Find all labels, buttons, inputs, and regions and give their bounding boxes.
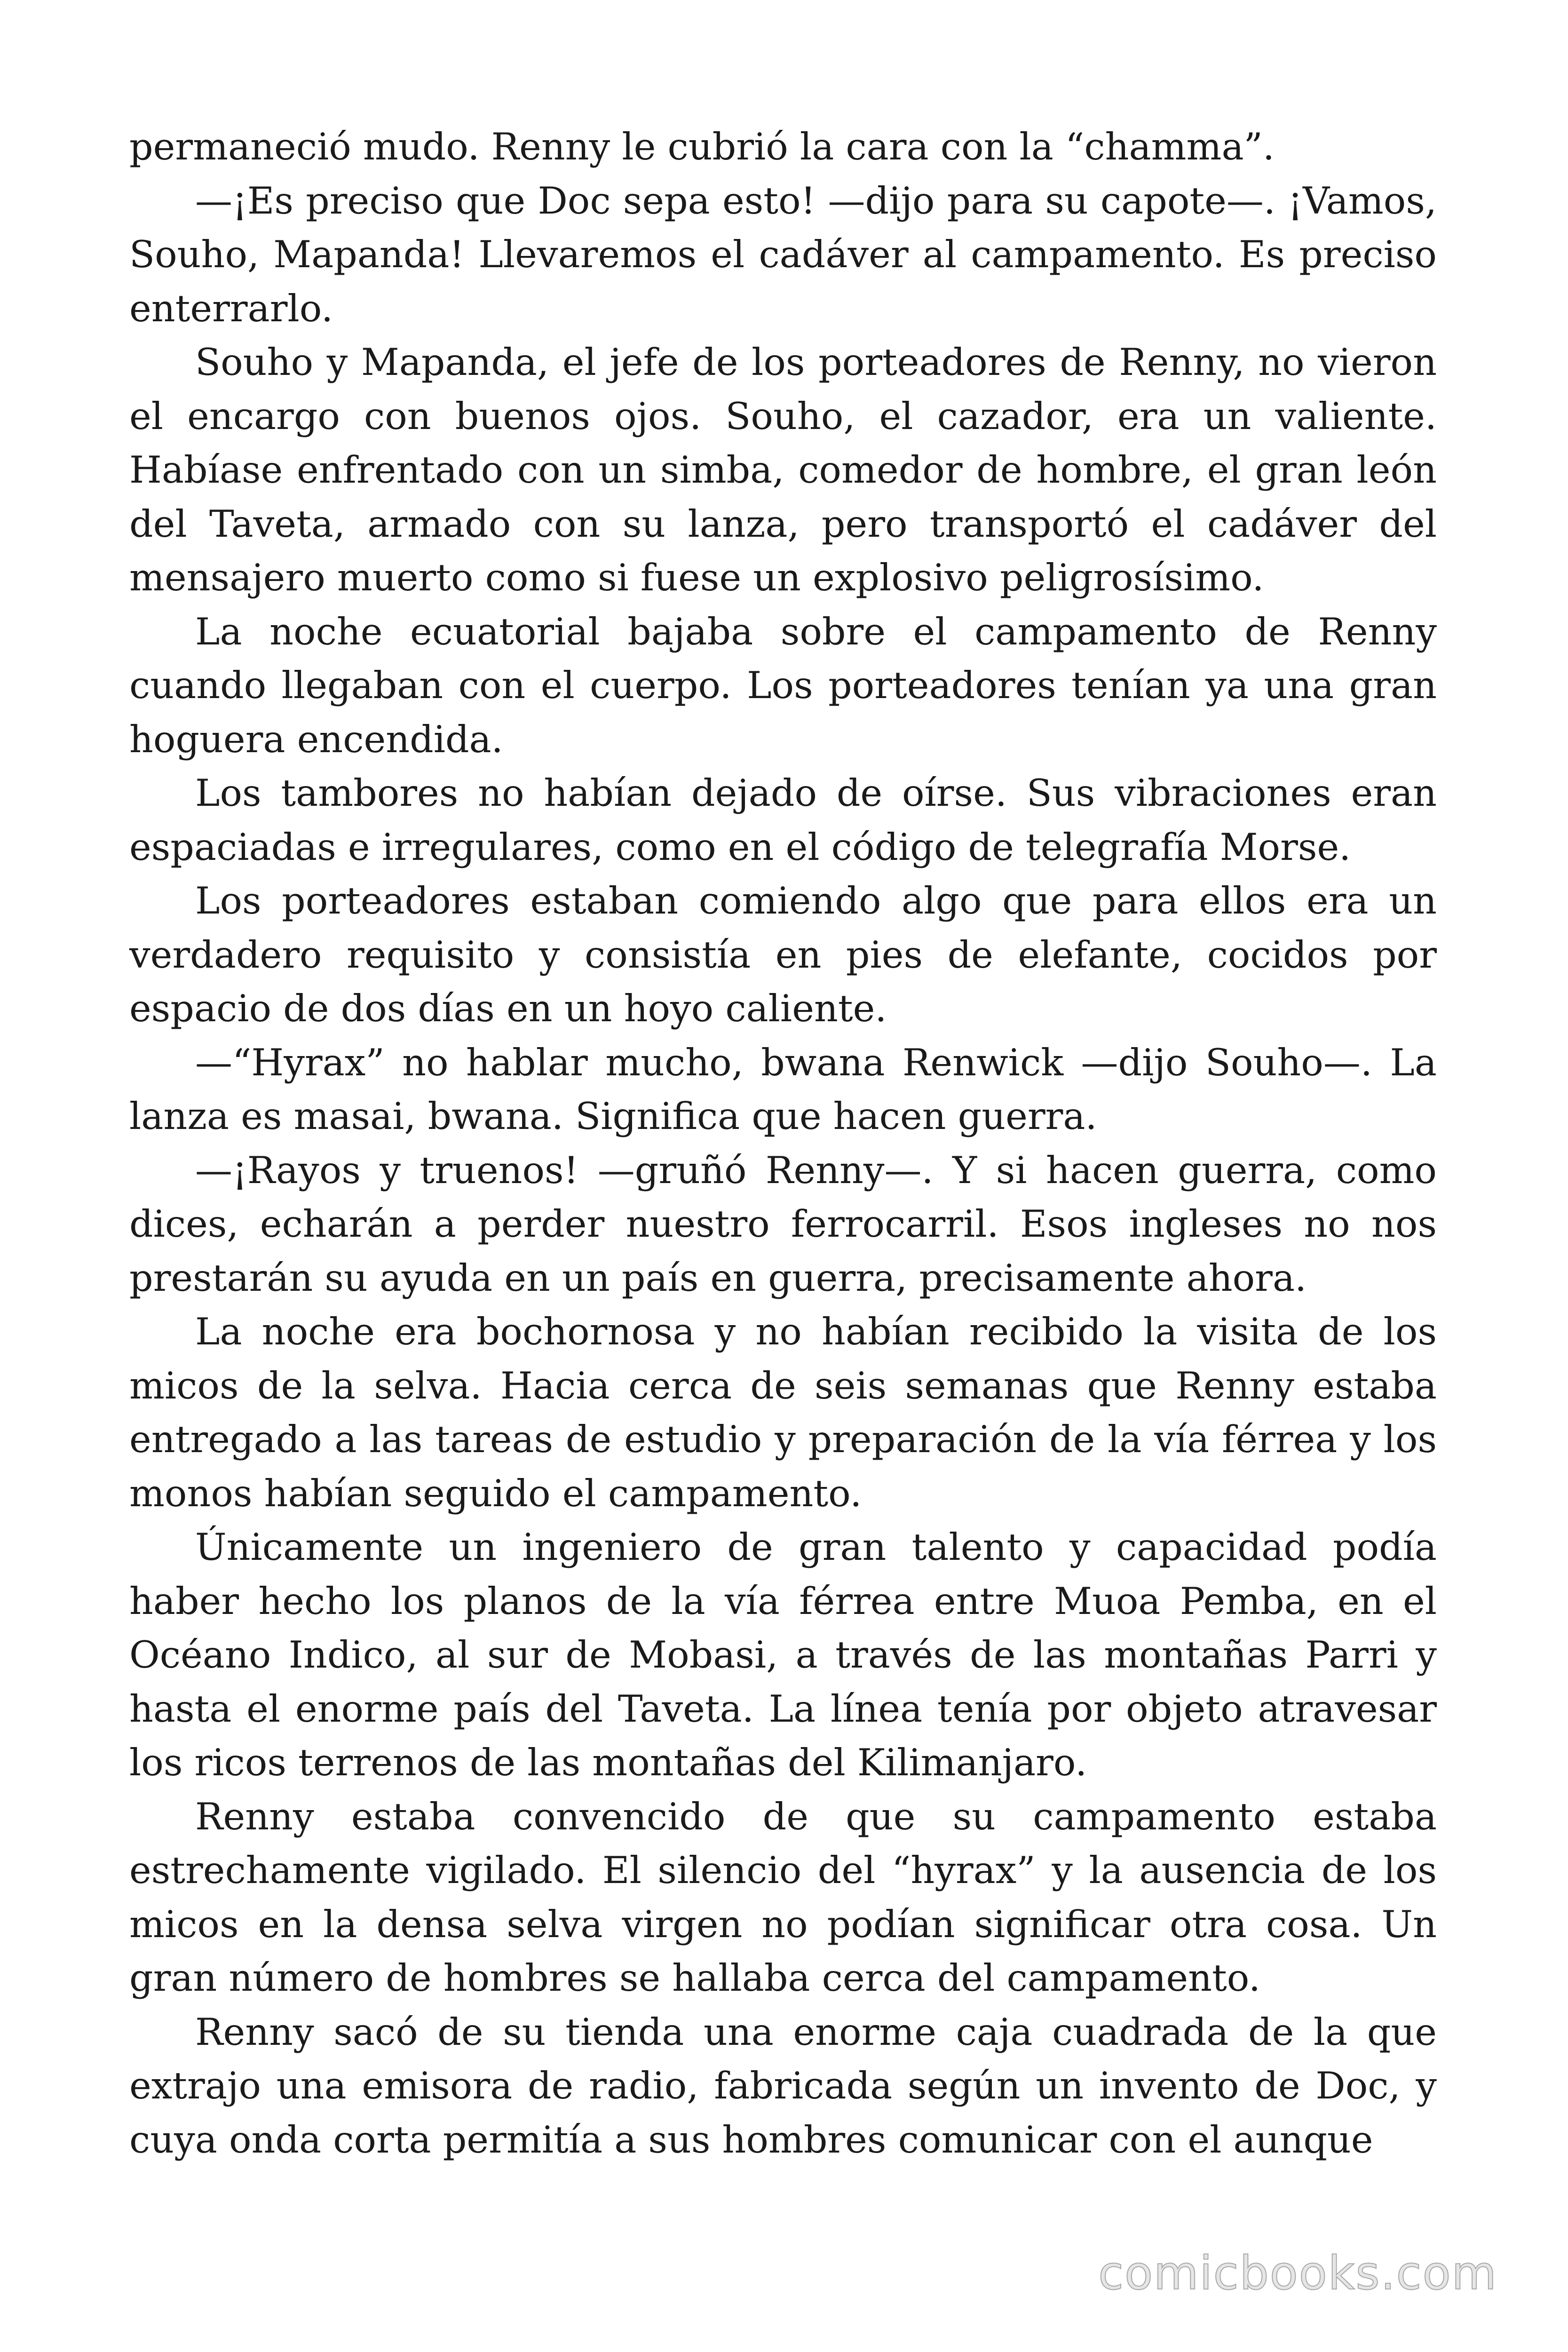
paragraph: Renny estaba convencido de que su campamento estaba estrechamente vigilado. El silencio del “hyrax” y la ausencia de los micos en la densa selva virgen no podían significar otra cosa. Un gran número de hombres se hallaba cerca del campamento. [129,1795,1437,2000]
paragraph: Renny sacó de su tienda una enorme caja cuadrada de la que extrajo una emisora de radio, fabricada según un invento de Doc, y cuya onda corta permitía a sus hombres comunicar con el aunque [129,2010,1437,2161]
paragraph: —¡Es preciso que Doc sepa esto! —dijo para su capote—. ¡Vamos, Souho, Mapanda! Llevaremos el cadáver al campamento. Es preciso enterrarlo. [129,179,1437,330]
paragraph: —¡Rayos y truenos! —gruñó Renny—. Y si hacen guerra, como dices, echarán a perder nuestro ferrocarril. Esos ingleses no nos prestarán su ayuda en un país en guerra, precisamente ahora. [129,1148,1437,1300]
paragraph: La noche era bochornosa y no habían recibido la visita de los micos de la selva. Hacia cerca de seis semanas que Renny estaba entregado a las tareas de estudio y preparación de la vía férrea y los monos habían seguido el campamento. [129,1310,1437,1515]
paragraph: Únicamente un ingeniero de gran talento y capacidad podía haber hecho los planos de la vía férrea entre Muoa Pemba, en el Océano Indico, al sur de Mobasi, a través de las montañas Parri y hasta el enorme país del Taveta. La línea tenía por objeto atravesar los ricos terrenos de las montañas del Kilimanjaro. [129,1526,1437,1784]
watermark: comicbooks.com [1098,2247,1497,2300]
body-text [129,120,1437,2167]
paragraph: permaneció mudo. Renny le cubrió la cara con la “chamma”. [129,125,1275,168]
paragraph: Souho y Mapanda, el jefe de los porteadores de Renny, no vieron el encargo con buenos ojos. Souho, el cazador, era un valiente. Habíase enfrentado con un simba, comedor de hombre, el gran león del Taveta, armado con su lanza, pero transportó el cadáver del mensajero muerto como si fuese un explosivo peligrosísimo. [129,341,1437,599]
paragraph: —“Hyrax” no hablar mucho, bwana Renwick —dijo Souho—. La lanza es masai, bwana. Significa que hacen guerra. [129,1041,1437,1138]
paragraph: Los tambores no habían dejado de oírse. Sus vibraciones eran espaciadas e irregulares, como en el código de telegrafía Morse. [129,771,1437,869]
paragraph: La noche ecuatorial bajaba sobre el campamento de Renny cuando llegaban con el cuerpo. Los porteadores tenían ya una gran hoguera encendida. [129,610,1437,761]
paragraph: Los porteadores estaban comiendo algo que para ellos era un verdadero requisito y consistía en pies de elefante, cocidos por espacio de dos días en un hoyo caliente. [129,879,1437,1030]
